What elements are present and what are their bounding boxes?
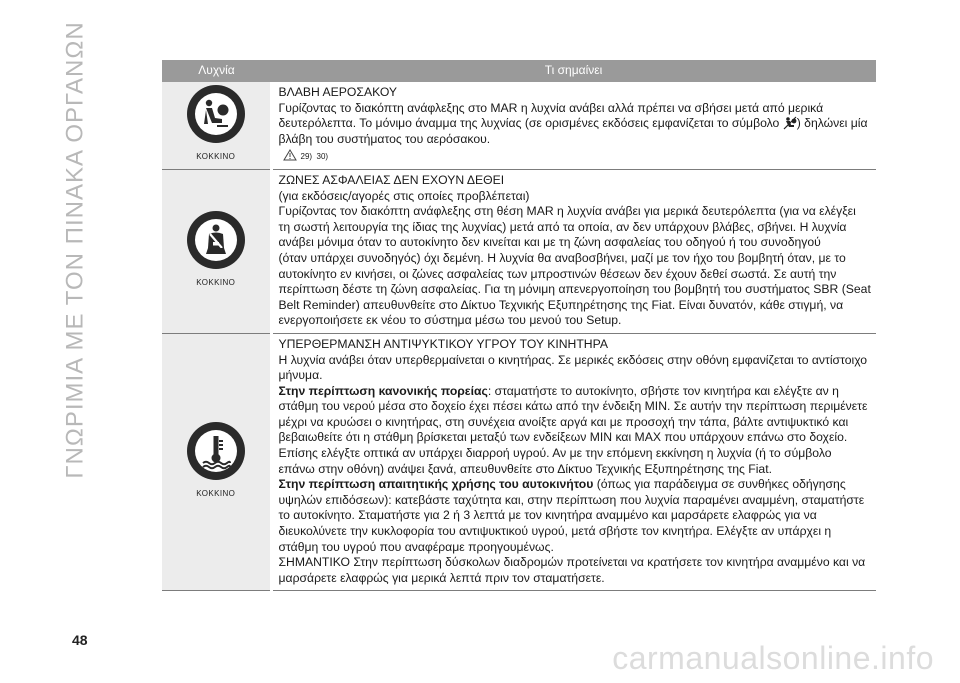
coolant-temperature-icon <box>187 422 245 480</box>
row-text-line: Επίσης ελέγξτε οπτικά αν υπάρχει διαρροή υγρού. Αν με την επόμενη εκκίνηση η λυχνία (ή το σύμβολο <box>278 446 832 461</box>
text-cell-coolant <box>271 333 876 591</box>
header-meaning: Τι σημαίνει <box>271 60 876 82</box>
header-lamp: Λυχνία <box>162 60 271 82</box>
row-text-line <box>279 116 875 132</box>
warning-lights-table <box>162 60 876 591</box>
table-row-coolant <box>162 333 876 591</box>
warning-triangle-icon <box>283 149 297 161</box>
chapter-title-text: ΓΝΩΡΙΜΙΑ ΜΕ ΤΟΝ ΠΙΝΑΚΑ ΟΡΓΑΝΩΝ <box>62 21 89 479</box>
row-text-line: μαρσάρετε ελαφρώς για μερικά λεπτά πριν τον σταματήσετε. <box>278 570 605 585</box>
row-text-part: δευτερόλεπτα. Το μόνιμο άναμμα της λυχνίας (σε ορισμένες εκδόσεις εμφανίζεται το σύμβολο <box>278 116 780 131</box>
normal-use-heading: Στην περίπτωση κανονικής πορείας <box>278 383 488 398</box>
row-text-line: μέχρι να κρυώσει ο κινητήρας, στη συνέχεια ανοίξτε αργά και με προσοχή την τάπα, βάλτε αντιψυκτικό και <box>278 414 849 429</box>
row-text-part: (όπως για παράδειγμα σε συνθήκες οδήγησης <box>593 477 846 492</box>
row-text-line: (για εκδόσεις/αγορές στις οποίες προβλέπεται) <box>278 188 530 203</box>
page-number: 48 <box>72 632 88 648</box>
row-text-line: αυτοκίνητο εν κινήσει, οι ζώνες ασφαλείας των μπροστινών θέσεων δεν έχουν δεθεί σωστά. Σε αυτή την <box>278 266 837 281</box>
row-text-line: Belt Reminder) απευθυνθείτε στο Δίκτυο Τεχνικής Εξυπηρέτησης της Fiat. Είναι δυνατόν, κάθε στιγμή, να <box>278 297 844 312</box>
row-text-line: περίπτωση δέστε τη ζώνη ασφαλείας. Για τη μόνιμη απενεργοποίηση του βομβητή του συστήματος SBR (Seat <box>278 282 871 297</box>
row-text-line: στάθμη του νερού μέσα στο δοχείο έχει πέσει κάτω από την ένδειξη MIN. Σε αυτήν την περίπτωση περιμένετε <box>278 399 868 414</box>
lamp-cell-airbag <box>162 82 271 169</box>
chapter-title-vertical <box>56 21 96 479</box>
passenger-airbag-off-icon <box>783 116 797 130</box>
note-ref: 30) <box>316 152 329 162</box>
row-text-line: υψηλών επιδόσεων): κατεβάστε ταχύτητα και, στην περίπτωση που λυχνία παραμένει αναμμένη, σταματήστε <box>278 492 865 507</box>
row-text-line <box>279 384 875 400</box>
row-text-line: Η λυχνία ανάβει όταν υπερθερμαίνεται ο κινητήρας. Σε μερικές εκδόσεις στην οθόνη εμφανίζεται το αντίστοιχο <box>278 352 868 367</box>
lamp-cell-coolant <box>162 333 271 591</box>
row-text-line: διευκολύνετε την κυκλοφορία του αντιψυκτικού υγρού, μετά σβήστε τον κινητήρα. Ελέγξτε αν υπάρχει η <box>278 524 832 539</box>
row-text-line: ανάβει μόνιμα όταν το αυτοκίνητο δεν κινείται και με τη ζώνη ασφαλείας του οδηγού ή του συνοδηγού <box>278 235 821 250</box>
row-text-line: (όταν υπάρχει συνοδηγός) όχι δεμένη. Η λυχνία θα αναβοσβήνει, μαζί με τον ήχο του βομβητή όταν, με το <box>278 250 846 265</box>
lamp-color-label: ΚΟΚΚΙΝΟ <box>196 278 236 288</box>
row-text-part: ) δηλώνει μία <box>796 116 868 131</box>
row-text-line: βλάβη του συστήματος του αερόσακου. <box>278 131 491 146</box>
row-text-line <box>279 477 875 493</box>
row-text-line: Γυρίζοντας το διακόπτη ανάφλεξης στο MAR η λυχνία ανάβει αλλά πρέπει να σβήσει μετά από μερικά <box>278 100 824 115</box>
row-text-line: μήνυμα. <box>278 368 323 383</box>
watermark: carmanualsonline.info <box>612 640 934 676</box>
row-text-line: επάνω στην οθόνη) ανάψει ξανά, απευθυνθείτε στο Δίκτυο Τεχνικής Εξυπηρέτησης της Fiat. <box>278 461 772 476</box>
heavy-use-heading: Στην περίπτωση απαιτητικής χρήσης του αυτοκινήτου <box>278 477 594 492</box>
lamp-cell-seatbelt <box>162 169 271 333</box>
row-text-line: ΣΗΜΑΝΤΙΚΟ Στην περίπτωση δύσκολων διαδρομών προτείνεται να κρατήσετε τον κινητήρα αναμμένο και να <box>278 555 866 570</box>
seatbelt-warning-icon <box>187 211 245 269</box>
table-row-airbag <box>162 82 876 169</box>
note-ref: 29) <box>300 152 313 162</box>
row-title: ΒΛΑΒΗ ΑΕΡΟΣΑΚΟΥ <box>278 85 398 99</box>
text-cell-airbag <box>271 82 876 169</box>
airbag-warning-icon <box>187 85 245 143</box>
lamp-color-label: ΚΟΚΚΙΝΟ <box>196 152 236 162</box>
row-text-line: στάθμη του υγρού που αναφέραμε προηγουμένως. <box>278 539 554 554</box>
row-text-line: το αυτοκίνητο. Σταματήστε για 2 ή 3 λεπτά με τον κινητήρα αναμμένο και μαρσάρετε ελαφρώς για να <box>278 508 817 523</box>
table-row-seatbelt <box>162 169 876 333</box>
row-text-line: Γυρίζοντας τον διακόπτη ανάφλεξης στη θέση MAR η λυχνία ανάβει για μερικά δευτερόλεπτα (για να ελέγξει <box>278 204 856 219</box>
row-title: ΖΩΝΕΣ ΑΣΦΑΛΕΙΑΣ ΔΕΝ ΕΧΟΥΝ ΔΕΘΕΙ <box>278 172 505 187</box>
table-header-row <box>162 60 876 82</box>
row-title: ΥΠΕΡΘΕΡΜΑΝΣΗ ΑΝΤΙΨΥΚΤΙΚΟΥ ΥΓΡΟΥ ΤΟΥ ΚΙΝΗΤΗΡΑ <box>278 336 608 351</box>
row-text-line: βεβαιωθείτε ότι η στάθμη βρίσκεται μεταξύ των ενδείξεων MIN και MAX που υπάρχουν επάνω στο δοχείο. <box>278 430 848 445</box>
row-text-line: τη σωστή λειτουργία της ίδιας της λυχνίας) μετά από τα οποία, αν δεν υπάρχουν βλάβες, σβήνει. Η λυχνία <box>278 219 847 234</box>
warning-notes <box>279 149 875 165</box>
row-text-line: ενεργοποιήσετε εκ νέου το σύστημα μέσω του μενού του Setup. <box>278 313 622 328</box>
lamp-color-label: ΚΟΚΚΙΝΟ <box>196 488 236 498</box>
text-cell-seatbelt <box>271 169 876 333</box>
row-text-part: : σταματήστε το αυτοκίνητο, σβήστε τον κινητήρα και ελέγξτε αν η <box>487 383 839 398</box>
